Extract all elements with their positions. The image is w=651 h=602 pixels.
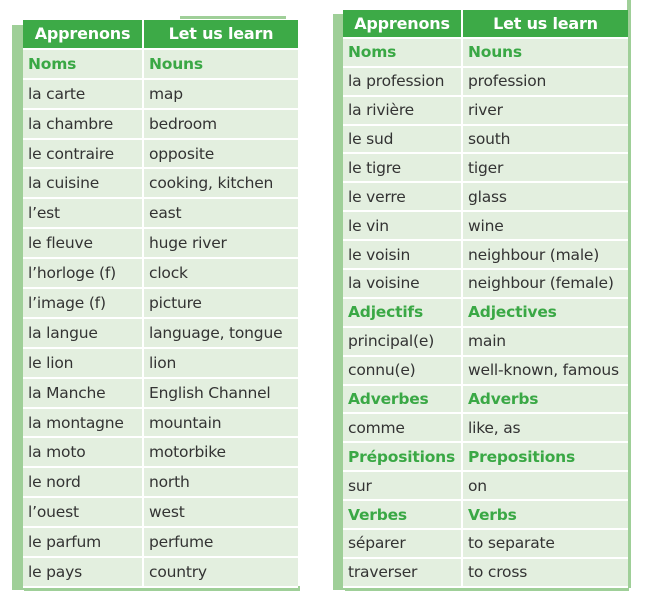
- english-cell: to separate: [468, 534, 555, 553]
- english-cell: Adjectives: [468, 303, 557, 322]
- french-cell: la profession: [343, 68, 463, 95]
- english-cell: opposite: [149, 144, 215, 163]
- english-cell: on: [468, 476, 487, 495]
- table-row: [23, 438, 298, 468]
- english-cell: Adverbs: [468, 390, 539, 409]
- table-row: [23, 289, 298, 319]
- left-vocab-table: [23, 20, 298, 588]
- french-cell: traverser: [343, 559, 463, 586]
- english-cell: profession: [468, 72, 547, 91]
- english-cell: Nouns: [468, 43, 522, 62]
- french-cell: la chambre: [23, 110, 144, 138]
- english-cell: well-known, famous: [468, 361, 619, 380]
- table-row: [343, 212, 628, 241]
- table-row: [23, 558, 298, 588]
- french-cell: l’est: [23, 199, 144, 227]
- french-cell: Apprenons: [343, 10, 463, 37]
- table-row: [343, 472, 628, 501]
- table-row: [23, 379, 298, 409]
- table-row: [343, 559, 628, 588]
- table-row: [23, 259, 298, 289]
- english-cell: Verbs: [468, 505, 517, 524]
- french-cell: le verre: [343, 183, 463, 210]
- table-row: [23, 468, 298, 498]
- table-row: [343, 68, 628, 97]
- french-cell: Adverbes: [343, 386, 463, 413]
- section-row: [343, 299, 628, 328]
- french-cell: le tigre: [343, 154, 463, 181]
- table-row: [23, 409, 298, 439]
- table-row: [23, 498, 298, 528]
- table-row: [23, 349, 298, 379]
- french-cell: Prépositions: [343, 443, 463, 470]
- left-card-shadow-top: [180, 16, 286, 19]
- french-cell: la Manche: [23, 379, 144, 407]
- french-cell: Noms: [343, 39, 463, 66]
- french-cell: le pays: [23, 558, 144, 586]
- english-cell: wine: [468, 216, 504, 235]
- english-cell: neighbour (male): [468, 245, 600, 264]
- english-cell: English Channel: [149, 383, 271, 402]
- french-cell: la montagne: [23, 409, 144, 437]
- table-row: [343, 530, 628, 559]
- french-cell: la carte: [23, 80, 144, 108]
- french-cell: connu(e): [343, 357, 463, 384]
- table-row: [343, 154, 628, 183]
- english-cell: map: [149, 84, 183, 103]
- french-cell: comme: [343, 414, 463, 441]
- english-cell: mountain: [149, 413, 222, 432]
- table-header: [343, 10, 628, 39]
- french-cell: sur: [343, 472, 463, 499]
- french-cell: la cuisine: [23, 169, 144, 197]
- french-cell: l’horloge (f): [23, 259, 144, 287]
- english-cell: huge river: [149, 234, 227, 253]
- english-cell: lion: [149, 353, 177, 372]
- table-row: [343, 126, 628, 155]
- french-cell: le vin: [343, 212, 463, 239]
- english-cell: country: [149, 562, 207, 581]
- english-cell: glass: [468, 187, 507, 206]
- english-cell: east: [149, 204, 182, 223]
- english-cell: motorbike: [149, 443, 226, 462]
- french-cell: Verbes: [343, 501, 463, 528]
- english-cell: clock: [149, 264, 188, 283]
- french-cell: la voisine: [343, 270, 463, 297]
- table-row: [343, 357, 628, 386]
- french-cell: principal(e): [343, 328, 463, 355]
- english-cell: picture: [149, 293, 202, 312]
- table-row: [23, 319, 298, 349]
- table-header: [23, 20, 298, 50]
- french-cell: l’ouest: [23, 498, 144, 526]
- section-row: [343, 443, 628, 472]
- english-cell: bedroom: [149, 114, 217, 133]
- section-row: [343, 39, 628, 68]
- french-cell: Noms: [23, 50, 144, 78]
- english-cell: main: [468, 332, 506, 351]
- english-cell: cooking, kitchen: [149, 174, 274, 193]
- table-row: [23, 110, 298, 140]
- english-cell: perfume: [149, 533, 214, 552]
- table-row: [23, 229, 298, 259]
- french-cell: le voisin: [343, 241, 463, 268]
- table-row: [23, 199, 298, 229]
- english-cell: tiger: [468, 158, 504, 177]
- english-cell: to cross: [468, 563, 528, 582]
- english-cell: language, tongue: [149, 323, 283, 342]
- french-cell: Adjectifs: [343, 299, 463, 326]
- right-vocab-table: [343, 10, 628, 588]
- french-cell: séparer: [343, 530, 463, 557]
- table-row: [343, 183, 628, 212]
- french-cell: la rivière: [343, 97, 463, 124]
- french-cell: le parfum: [23, 528, 144, 556]
- table-row: [343, 97, 628, 126]
- section-row: [343, 386, 628, 415]
- french-cell: le contraire: [23, 140, 144, 168]
- table-row: [23, 80, 298, 110]
- french-cell: le nord: [23, 468, 144, 496]
- section-row: [343, 501, 628, 530]
- table-row: [23, 169, 298, 199]
- french-cell: Apprenons: [23, 20, 144, 48]
- english-cell: west: [149, 503, 185, 522]
- table-row: [343, 328, 628, 357]
- english-cell: Prepositions: [468, 447, 576, 466]
- french-cell: le sud: [343, 126, 463, 153]
- english-cell: Let us learn: [168, 24, 274, 44]
- table-row: [343, 414, 628, 443]
- english-cell: north: [149, 473, 190, 492]
- french-cell: la moto: [23, 438, 144, 466]
- english-cell: river: [468, 101, 503, 120]
- english-cell: Let us learn: [493, 13, 598, 33]
- section-row: [23, 50, 298, 80]
- french-cell: la langue: [23, 319, 144, 347]
- french-cell: le lion: [23, 349, 144, 377]
- english-cell: south: [468, 130, 511, 148]
- french-cell: le fleuve: [23, 229, 144, 257]
- english-cell: neighbour (female): [468, 274, 614, 293]
- table-row: [343, 270, 628, 299]
- table-row: [23, 140, 298, 170]
- english-cell: like, as: [468, 418, 521, 437]
- table-row: [343, 241, 628, 270]
- english-cell: Nouns: [149, 54, 203, 73]
- french-cell: l’image (f): [23, 289, 144, 317]
- table-row: [23, 528, 298, 558]
